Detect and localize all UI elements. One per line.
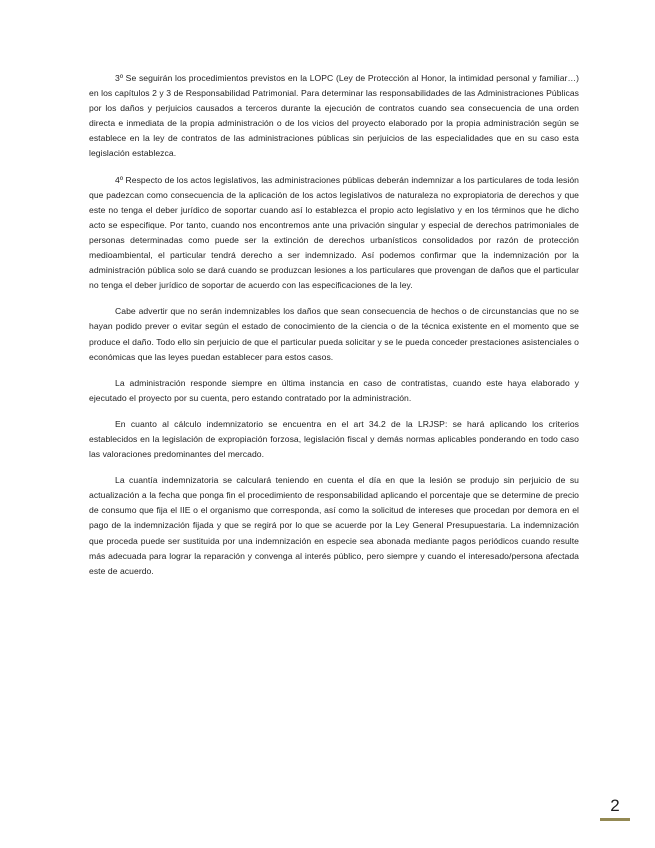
paragraph: La cuantía indemnizatoria se calculará teniendo en cuenta el día en que la lesión se produjo sin perjuicio de su actualización a la fecha que ponga fin el procedimiento de responsabilidad aplicando el porcentaje que se determine de precio de consumo que fija el IIE o el organismo que corresponda, así como la solicitud de intereses que procedan por demora en el pago de la indemnización fijada y que se regirá por lo que se acuerde por la Ley General Presupuestaria. La indemnización que proceda puede ser sustituida por una indemnización en especie sea abonada mediante pagos periódicos cuando resulte más adecuada para lograr la reparación y convenga al interés público, pero siempre y cuando el interesado/persona afectada este de acuerdo. (89, 475, 579, 576)
paragraph: 4º Respecto de los actos legislativos, las administraciones públicas deberán indemnizar a los particulares de toda lesión que padezcan como consecuencia de la aplicación de los actos legislativos de naturaleza no expropiatoria de derechos y que este no tenga el deber jurídico de soportar cuando así lo establezca el propio acto legislativo y en los términos que he dicho acto se especifique. Por tanto, cuando nos encontremos ante una privación singular y especial de derechos patrimoniales de personas determinadas como puede ser la extinción de derechos urbanísticos consolidados por razón de protección medioambiental, el particular tendrá derecho a ser indemnizado. Así podemos confirmar que la indemnización por la administración pública solo se dará cuando se produzcan lesiones a los particulares que provengan de daños que el particular no tenga el deber jurídico de soportar de acuerdo con las especificaciones de la ley. (89, 174, 579, 291)
paragraph: En cuanto al cálculo indemnizatorio se encuentra en el art 34.2 de la LRJSP: se hará aplicando los criterios establecidos en la legislación de expropiación forzosa, legislación fiscal y demás normas aplicables ponderando en todo caso las valoraciones predominantes del mercado. (89, 418, 579, 460)
paragraph: La administración responde siempre en última instancia en caso de contratistas, cuando este haya elaborado y ejecutado el proyecto por su cuenta, pero estando contratado por la administración. (89, 377, 579, 403)
page-number-underline (600, 818, 630, 821)
document-body (89, 71, 579, 590)
paragraph: 3º Se seguirán los procedimientos previstos en la LOPC (Ley de Protección al Honor, la intimidad personal y familiar…) en los capítulos 2 y 3 de Responsabilidad Patrimonial. Para determinar las responsabilidades de las Administraciones Públicas por los daños y perjuicios causados a terceros durante la ejecución de contratos cuando sea consecuencia de una orden directa e inmediata de la propia administración o de los vicios del proyecto elaborado por la propia administración según se establece en la ley de contratos de las administraciones públicas sin perjuicios de las especialidades que en su caso esta legislación establezca. (89, 73, 579, 159)
page-number: 2 (610, 796, 620, 815)
paragraph: Cabe advertir que no serán indemnizables los daños que sean consecuencia de hechos o de circunstancias que no se hayan podido prever o evitar según el estado de conocimiento de la ciencia o de la técnica existente en el momento que se produce el daño. Todo ello sin perjuicio de que el particular pueda solicitar y se le pueda conceder prestaciones asistenciales o económicas que las leyes puedan establecer para estos casos. (89, 306, 579, 362)
